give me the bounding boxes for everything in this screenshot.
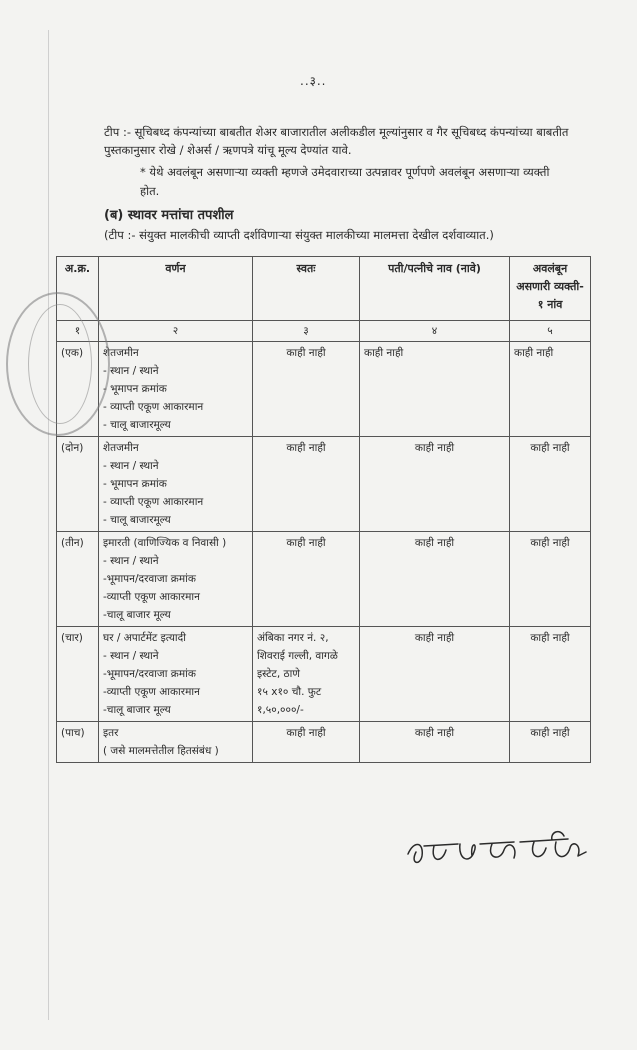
row-spouse-value: काही नाही [360,722,510,763]
section-note: (टीप :- संयुक्त मालकीची व्याप्ती दर्शविणाऱ्या संयुक्त मालकीच्या मालमत्ता देखील दर्शवाव्यात.) [104,228,494,242]
row-dependent-value: काही नाही [510,342,591,437]
row-self-value: काही नाही [253,532,360,627]
description-line: - भूमापन क्रमांक [103,383,167,395]
description-line: -चालू बाजार मूल्य [103,609,171,621]
description-line: - स्थान / स्थाने [103,460,159,472]
row-description [99,722,253,763]
row-description [99,532,253,627]
description-line: -भूमापन/दरवाजा क्रमांक [103,573,196,585]
row-serial: (एक) [57,342,99,437]
row-self-value: काही नाही [253,342,360,437]
description-line: - चालू बाजारमूल्य [103,514,171,526]
area-line: १५ x१० चौ. फुट [257,686,322,698]
table-row [57,532,591,627]
notary-stamp [6,292,110,436]
header-self: स्वतः [253,257,360,321]
description-line: घर / अपार्टमेंट इत्यादी [103,632,186,644]
row-spouse-value: काही नाही [360,437,510,532]
description-line: - स्थान / स्थाने [103,555,159,567]
row-self-value: काही नाही [253,437,360,532]
description-line: - भूमापन क्रमांक [103,478,167,490]
row-description [99,437,253,532]
description-line: शेतजमीन [103,442,139,454]
description-line: - चालू बाजारमूल्य [103,419,171,431]
column-number: ५ [510,321,591,342]
notary-stamp-inner-ring [28,304,92,424]
description-line: शेतजमीन [103,347,139,359]
description-line: इमारती (वाणिज्यिक व निवासी ) [103,537,227,549]
row-description [99,627,253,722]
description-line: -व्याप्ती एकूण आकारमान [103,591,200,603]
dependent-definition-note: * येथे अवलंबून असणाऱ्या व्यक्ती म्हणजे उमेदवाराच्या उत्पन्नावर पूर्णपणे अवलंबून असणाऱ्या व्यक्ती होत. [140,165,550,198]
section-heading: (ब) स्थावर मत्तांचा तपशील [104,208,234,223]
row-dependent-value: काही नाही [510,627,591,722]
row-serial: (दोन) [57,437,99,532]
column-number-row [57,321,591,342]
row-spouse-value: काही नाही [360,342,510,437]
value-line: १,५०,०००/- [257,704,304,716]
row-spouse-value: काही नाही [360,627,510,722]
table-row [57,627,591,722]
table-row [57,722,591,763]
row-self-value [253,627,360,722]
description-line: - स्थान / स्थाने [103,365,159,377]
row-description [99,342,253,437]
address-line: अंबिका नगर नं. २, [257,632,329,644]
row-dependent-value: काही नाही [510,437,591,532]
table-row [57,437,591,532]
header-spouse: पती/पत्नीचे नाव (नावे) [360,257,510,321]
table-row [57,342,591,437]
description-line: -चालू बाजार मूल्य [103,704,171,716]
row-serial: (चार) [57,627,99,722]
column-number: २ [99,321,253,342]
row-dependent-value: काही नाही [510,532,591,627]
row-serial: (तीन) [57,532,99,627]
handwritten-signature [400,822,600,882]
column-number: ३ [253,321,360,342]
header-description: वर्णन [99,257,253,321]
row-serial: (पाच) [57,722,99,763]
description-line: -भूमापन/दरवाजा क्रमांक [103,668,196,680]
page-number: ..३.. [300,74,327,88]
immovable-assets-table [56,256,591,763]
description-line: - स्थान / स्थाने [103,650,159,662]
header-serial: अ.क्र. [57,257,99,321]
description-line: - व्याप्ती एकूण आकारमान [103,496,204,508]
row-self-value: काही नाही [253,722,360,763]
row-spouse-value: काही नाही [360,532,510,627]
header-dependent: अवलंबून असणारी व्यक्ती- १ नांव [510,257,591,321]
table-header-row [57,257,591,321]
column-number: १ [57,321,99,342]
description-line: -व्याप्ती एकूण आकारमान [103,686,200,698]
margin-line [48,30,49,1020]
description-line: इतर [103,727,119,739]
description-line: ( जसे मालमत्तेतील हितसंबंध ) [103,745,219,757]
column-number: ४ [360,321,510,342]
row-dependent-value: काही नाही [510,722,591,763]
address-line: इस्टेट, ठाणे [257,668,300,680]
shares-valuation-note: टीप :- सूचिबध्द कंपन्यांच्या बाबतीत शेअर बाजारातील अलीकडील मूल्यांनुसार व गैर सूचिबध्द कंपन्यांच्या बाबतीत पुस्तकानुसार रोखे / शेअर्स / ऋणपत्रे यांचू मूल्य देण्यांत यावे. [104,125,569,157]
address-line: शिवराई गल्ली, वागळे [257,650,338,662]
description-line: - व्याप्ती एकूण आकारमान [103,401,204,413]
